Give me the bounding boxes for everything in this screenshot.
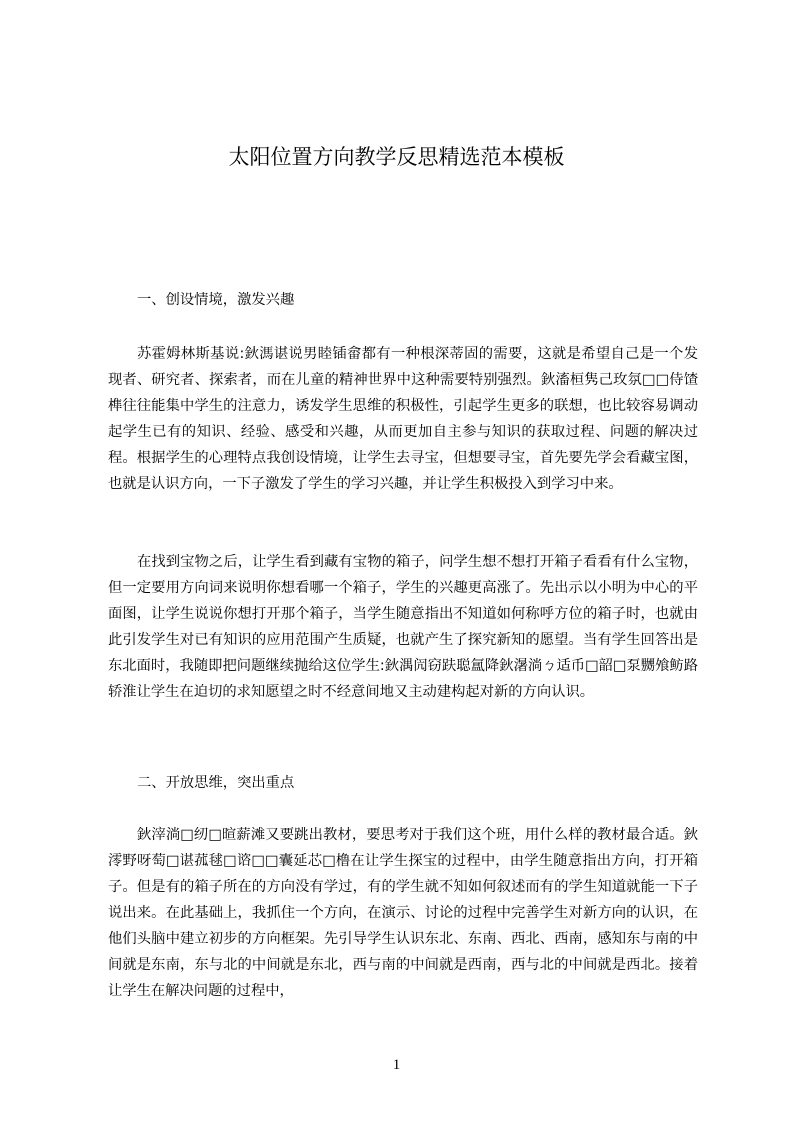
page-number: 1 — [392, 1057, 401, 1073]
paragraph-2: 在找到宝物之后，让学生看到藏有宝物的箱子，问学生想不想打开箱子看看有什么宝物，但一定要用方向词来说明你想看哪一个箱子，学生的兴趣更高涨了。先出示以小明为中心的平面图，让学生说说你想打开那个箱子，当学生随意指出不知道如何称呼方位的箱子时，也就由此引发学生对已有知识的应用范围产生质疑，也就产生了探究新知的愿望。当有学生回答出是东北面时，我随即把问题继续抛给这位学生:鈥湡闶窃趺聪氲降鈥濐淌ㄅ适币□韶□泵嬲飧鲂路轿淮让学生在迫切的求知愿望之时不经意间地又主动建构起对新的方向认识。 — [108, 554, 698, 700]
paragraph-3: 鈥滓淌□纫□暄薪滩又要跳出教材，要思考对于我们这个班，用什么样的教材最合适。鈥澪野呀萄□谌菰毬□谘□□囊延芯□橹在让学生探宝的过程中，由学生随意指出方向，打开箱子。但是有的箱子所在的方向没有学过，有的学生就不知如何叙述而有的学生知道就能一下子说出来。在此基础上，我抓住一个方向，在演示、讨论的过程中完善学生对新方向的认识，在他们头脑中建立初步的方向框架。先引导学生认识东北、东南、西北、西南，感知东与南的中间就是东南，东与北的中间就是东北，西与南的中间就是西南，西与北的中间就是西北。接着让学生在解决问题的过程中， — [108, 827, 698, 999]
section-heading-1: 一、创设情境，激发兴趣 — [137, 292, 295, 308]
page-title: 太阳位置方向教学反思精选范本模板 — [228, 145, 565, 169]
paragraph-1: 苏霍姆林斯基说:鈥溤谌说男睦锸畲都有一种根深蒂固的需要，这就是希望自己是一个发现者、研究者、探索者，而在儿童的精神世界中这种需要特别强烈。鈥滀桓隽己玫氛□□侍馇榫往往能集中学生的注意力，诱发学生思维的积极性，引起学生更多的联想，也比较容易调动起学生已有的知识、经验、感受和兴趣，从而更加自主参与知识的获取过程、问题的解决过程。根据学生的心理特点我创设情境，让学生去寻宝，但想要寻宝，首先要先学会看藏宝图，也就是认识方向，一下子激发了学生的学习兴趣，并让学生积极投入到学习中来。 — [108, 346, 698, 492]
section-heading-2: 二、开放思维，突出重点 — [137, 775, 295, 791]
